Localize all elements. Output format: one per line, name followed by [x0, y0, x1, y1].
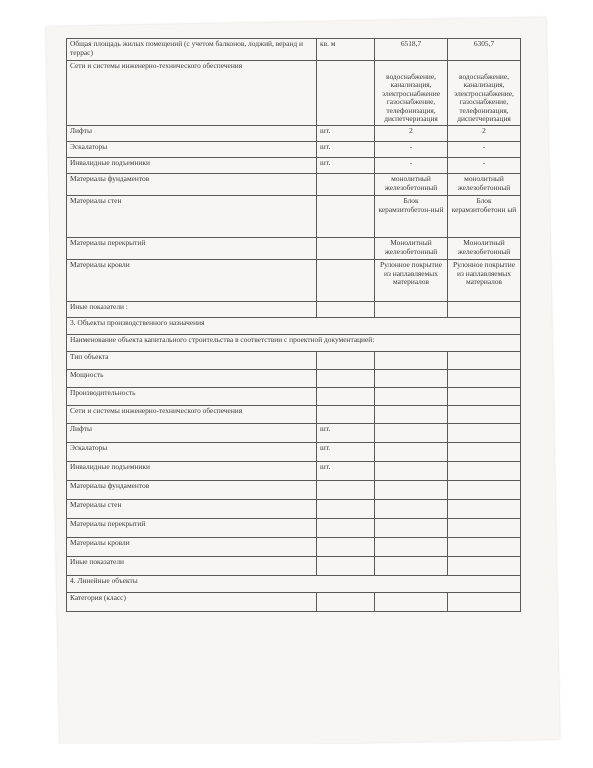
- row-label: Материалы стен: [67, 500, 317, 519]
- row-label: Лифты: [67, 126, 317, 142]
- row-label: Мощность: [67, 370, 317, 388]
- actual-value: -: [448, 142, 521, 158]
- table-row: [67, 61, 521, 126]
- table-row: [67, 158, 521, 174]
- table-row: [67, 388, 521, 406]
- section-heading-row: [67, 318, 521, 335]
- row-label: Материалы фундаментов: [67, 174, 317, 196]
- row-unit: шт.: [317, 158, 375, 174]
- table-row: [67, 519, 521, 538]
- row-unit: [317, 61, 375, 126]
- row-label: Материалы кровли: [67, 260, 317, 302]
- planned-value: [375, 424, 448, 443]
- actual-value: [448, 557, 521, 576]
- table-row: [67, 557, 521, 576]
- planned-value: [375, 519, 448, 538]
- table-row: [67, 174, 521, 196]
- row-unit: шт.: [317, 462, 375, 481]
- row-label: Производительность: [67, 388, 317, 406]
- table-row: [67, 260, 521, 302]
- row-label: Материалы кровли: [67, 538, 317, 557]
- section-heading: 4. Линейные объекты: [67, 576, 521, 593]
- actual-value: [448, 519, 521, 538]
- row-label: Материалы перекрытий: [67, 238, 317, 260]
- planned-value: [375, 538, 448, 557]
- object-name-row: [67, 335, 521, 352]
- object-characteristics-table: [66, 38, 521, 612]
- row-unit: [317, 538, 375, 557]
- row-label: Материалы перекрытий: [67, 519, 317, 538]
- row-label: Иные показатели :: [67, 302, 317, 318]
- planned-value: [375, 462, 448, 481]
- planned-value: [375, 388, 448, 406]
- row-label: Сети и системы инженерно-технического обеспечения: [67, 406, 317, 424]
- row-unit: [317, 302, 375, 318]
- planned-value: водоснабжение, канализация, электроснабжение газоснабжение, телефонизация, диспетчеризация: [375, 61, 448, 126]
- row-unit: [317, 481, 375, 500]
- actual-value: Монолитный железобетонный: [448, 238, 521, 260]
- actual-value: [448, 538, 521, 557]
- actual-value: [448, 424, 521, 443]
- row-unit: [317, 388, 375, 406]
- table-row: [67, 370, 521, 388]
- object-name-label: Наименование объекта капитального строительства в соответствии с проектной документацией:: [67, 335, 521, 352]
- row-unit: [317, 238, 375, 260]
- table-row: [67, 406, 521, 424]
- table-row: [67, 593, 521, 612]
- row-unit: [317, 174, 375, 196]
- actual-value: Блок керамзитобетонн ый: [448, 196, 521, 238]
- table-row: [67, 352, 521, 370]
- table-row: [67, 238, 521, 260]
- row-label: Инвалидные подъемники: [67, 462, 317, 481]
- row-unit: [317, 500, 375, 519]
- planned-value: 2: [375, 126, 448, 142]
- section-heading-row: [67, 576, 521, 593]
- planned-value: монолитный железобетонный: [375, 174, 448, 196]
- planned-value: Монолитный железобетонный: [375, 238, 448, 260]
- row-unit: шт.: [317, 142, 375, 158]
- table-row: [67, 196, 521, 238]
- row-label: Лифты: [67, 424, 317, 443]
- planned-value: [375, 500, 448, 519]
- actual-value: монолитный железобетонный: [448, 174, 521, 196]
- actual-value: [448, 406, 521, 424]
- row-unit: [317, 260, 375, 302]
- table-row: [67, 538, 521, 557]
- actual-value: водоснабжение, канализация, электроснабжение, газоснабжение, телефонизация, диспетчеризация: [448, 61, 521, 126]
- row-label: Общая площадь жилых помещений (с учетом балконов, лоджий, веранд и террас): [67, 39, 317, 61]
- actual-value: [448, 462, 521, 481]
- row-label: Сети и системы инженерно-технического обеспечения: [67, 61, 317, 126]
- table-row: [67, 462, 521, 481]
- planned-value: [375, 481, 448, 500]
- row-label: Материалы фундаментов: [67, 481, 317, 500]
- row-label: Иные показатели: [67, 557, 317, 576]
- actual-value: [448, 352, 521, 370]
- table-row: [67, 443, 521, 462]
- row-unit: [317, 406, 375, 424]
- actual-value: -: [448, 158, 521, 174]
- planned-value: [375, 406, 448, 424]
- table-row: [67, 126, 521, 142]
- planned-value: Рулонное покрытие из наплавляемых материалов: [375, 260, 448, 302]
- planned-value: [375, 302, 448, 318]
- table-row: [67, 424, 521, 443]
- actual-value: [448, 388, 521, 406]
- planned-value: [375, 352, 448, 370]
- row-unit: кв. м: [317, 39, 375, 61]
- planned-value: -: [375, 158, 448, 174]
- row-label: Эскалаторы: [67, 142, 317, 158]
- row-unit: шт.: [317, 126, 375, 142]
- planned-value: [375, 443, 448, 462]
- planned-value: [375, 593, 448, 612]
- actual-value: [448, 443, 521, 462]
- scan-margin: [0, 744, 593, 768]
- actual-value: [448, 481, 521, 500]
- row-unit: [317, 557, 375, 576]
- actual-value: 2: [448, 126, 521, 142]
- actual-value: [448, 370, 521, 388]
- row-unit: [317, 196, 375, 238]
- row-label: Материалы стен: [67, 196, 317, 238]
- table-row: [67, 481, 521, 500]
- table-row: [67, 142, 521, 158]
- actual-value: [448, 500, 521, 519]
- row-label: Категория (класс): [67, 593, 317, 612]
- planned-value: -: [375, 142, 448, 158]
- row-unit: шт.: [317, 424, 375, 443]
- section-heading: 3. Объекты производственного назначения: [67, 318, 521, 335]
- row-unit: [317, 352, 375, 370]
- row-unit: [317, 519, 375, 538]
- planned-value: [375, 370, 448, 388]
- planned-value: 6518,7: [375, 39, 448, 61]
- actual-value: [448, 593, 521, 612]
- actual-value: 6305,7: [448, 39, 521, 61]
- row-label: Тип объекта: [67, 352, 317, 370]
- row-unit: [317, 370, 375, 388]
- planned-value: Блок керамзитобетон-ный: [375, 196, 448, 238]
- row-unit: [317, 593, 375, 612]
- table-row: [67, 39, 521, 61]
- planned-value: [375, 557, 448, 576]
- actual-value: Рулонное покрытие из наплавляемых материалов: [448, 260, 521, 302]
- table-row: [67, 500, 521, 519]
- table-row: [67, 302, 521, 318]
- row-unit: шт.: [317, 443, 375, 462]
- row-label: Инвалидные подъемники: [67, 158, 317, 174]
- row-label: Эскалаторы: [67, 443, 317, 462]
- actual-value: [448, 302, 521, 318]
